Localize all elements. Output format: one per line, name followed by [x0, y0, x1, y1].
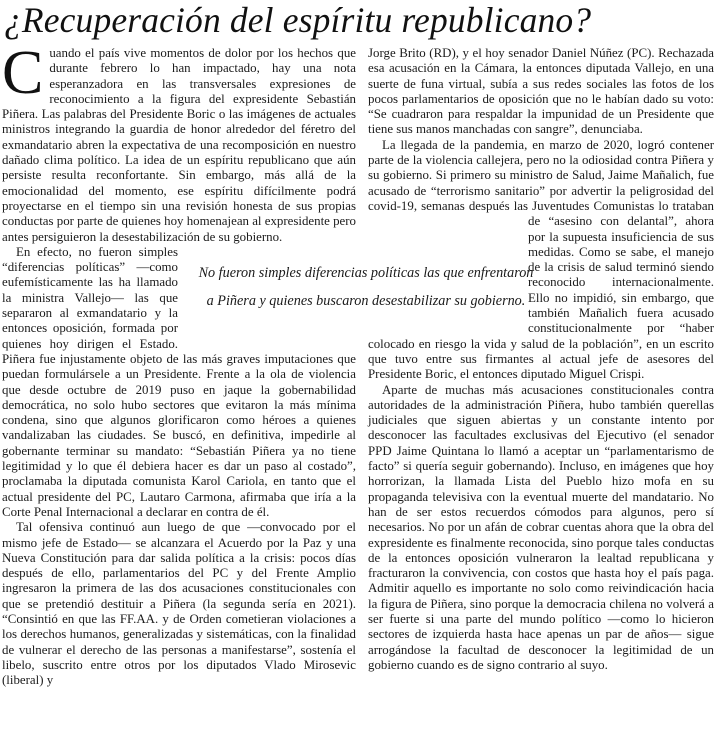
- paragraph-text: La llegada de la pandemia, en marzo de 2020, logró contener parte de la violencia callejera, pero no la odiosidad contra Piñera y su gobierno. Si primero su ministro de Salud, Jaime Mañalich, fue acusado de “terrorismo sanitario” por advertir la peligrosidad del covid-19, semanas después las Juventudes Comunistas lo trataban de “asesino con delantal”,: [368, 137, 714, 229]
- paragraph-text: ahora por la supuesta insuficiencia de sus medidas. Como se sabe, el manejo de la crisis de salud terminó siendo reconocido internacionalmente. Ello no impidió, sin embargo, que también Mañalich fuera acusado constitucionalmente por “haber colocado en riesgo la vida y salud de la población”, en un escrito que tuvo entre sus firmantes al actual jefe de asesores del Presidente Boric, el entonces diputado Miguel Crispi.: [368, 214, 714, 382]
- body-paragraph: Jorge Brito (RD), y el hoy senador Daniel Núñez (PC). Rechazada esa acusación en la Cámara, la entonces diputada Vallejo, en una suerte de funa virtual, subía a sus redes sociales las fotos de los pocos parlamentarios de oposición que no le habían dado su voto: “Se cuadraron para respaldar la impunidad de un Presidente que tiene sus manos manchadas con sangre”, denunciaba.: [368, 46, 714, 137]
- paragraph-text: En efecto, no fueron simples “diferencias políticas” —como eufemísticamente las ha llamado la ministra Vallejo— las que separaron al exmandatario y la entonces oposición, formada por quienes hoy dirigen el Estado. Piñera fue injustamente objeto de las más graves imputaciones que puedan formulársele a un Presidente. Frente a la ola de violencia que desde octubre de 2019 puso en jaque la gobernabilidad democrática, no solo hubo sectores que evitaron la más mínima condena, sino que algunos glorificaron como héroes a quienes vandalizaban las ciudades. Se buscó, en definitiva, impedirle al gobernante terminar su mandato: “Sebastián Piñera ya no tiene legitimidad y lo que él debiera hacer es dar un paso al costado”, proclamaba la diputada comunista Karol Cariola, en tanto que el actual presidente del PC, Lautaro Carmona, afirmaba que iría a la Corte Penal Internacional a declarar en contra de él.: [2, 244, 356, 519]
- paragraph-text: uando el país vive momentos de dolor por los hechos que durante febrero lo han impactado, hay una nota esperanzadora en las transversales expresiones de reconocimiento a la figura del expresidente Sebastián Piñera. Las palabras del Presidente Boric o las imágenes de actuales ministros integrando la guardia de honor alrededor del féretro del exmandatario abren la expectativa de una recomposición en nuestro dañado clima político. La idea de un espíritu republicano que aún persiste resulta reconfortante. Sin embargo, más allá de la emocionalidad del momento, ese espíritu difícilmente podrá proyectarse en el tiempo sin una revisión honesta de sus propias conductas por parte de quienes hoy homenajean al expresidente pero antes persiguieron la desestabilización de su gobierno.: [2, 46, 356, 244]
- body-paragraph: Tal ofensiva continuó aun luego de que —convocado por el mismo jefe de Estado— se alcanzara el Acuerdo por la Paz y una Nueva Constitución para dar salida política a la crisis: pocos días después de ello, parlamentarios del PC y del Frente Amplio ingresaron la primera de las dos acusaciones constitucionales con que se pretendió destituir a Piñera (la segunda sería en 2021). “Consintió en que las FF.AA. y de Orden cometieran violaciones a los derechos humanos, generalizadas y sistemáticas, con la finalidad de vulnerar el derecho de las personas a manifestarse”, sostenía el libelo, suscrito entre otros por los diputados Vlado Mirosevic (liberal) y: [2, 520, 356, 688]
- article-column-right: [368, 46, 714, 673]
- body-paragraph: [2, 39, 356, 245]
- article-column-left: [2, 39, 356, 688]
- pull-quote: No fueron simples diferencias políticas las que enfrentaron a Piñera y quienes buscaron desestabilizar su gobierno.: [198, 265, 534, 309]
- headline: ¿Recuperación del espíritu republicano?: [4, 0, 592, 40]
- body-paragraph: Aparte de muchas más acusaciones constitucionales contra autoridades de la administración Piñera, hubo también querellas judiciales que siguen abiertas y un constante intento por desconocer las facultades exclusivas del Ejecutivo (el senador PPD Jaime Quintana lo llamó a aceptar un “parlamentarismo de facto” si quería seguir gobernando). Incluso, en imágenes que hoy horrorizan, la llamada Lista del Pueblo hizo mofa en su propaganda televisiva con la eventual muerte del mandatario. No han de ser estos recuerdos cómodos para algunos, pero sí necesarios. No por un afán de cobrar cuentas ahora que la obra del expresidente es finalmente reconocida, sino porque tales conductas de la entonces oposición vulneraron la lealtad republicana y fracturaron la convivencia, con costos que hasta hoy el país paga. Admitir aquello es importante no solo como reivindicación hacia la figura de Piñera, sino porque la democracia chilena no volverá a ser fuerte si una parte del mundo político —como lo hicieron sectores de izquierda hasta hace apenas un par de años— sigue arrogándose la facultad de desconocer la legitimidad de un gobierno cuando es de signo contrario al suyo.: [368, 382, 714, 672]
- drop-cap: C: [2, 39, 44, 107]
